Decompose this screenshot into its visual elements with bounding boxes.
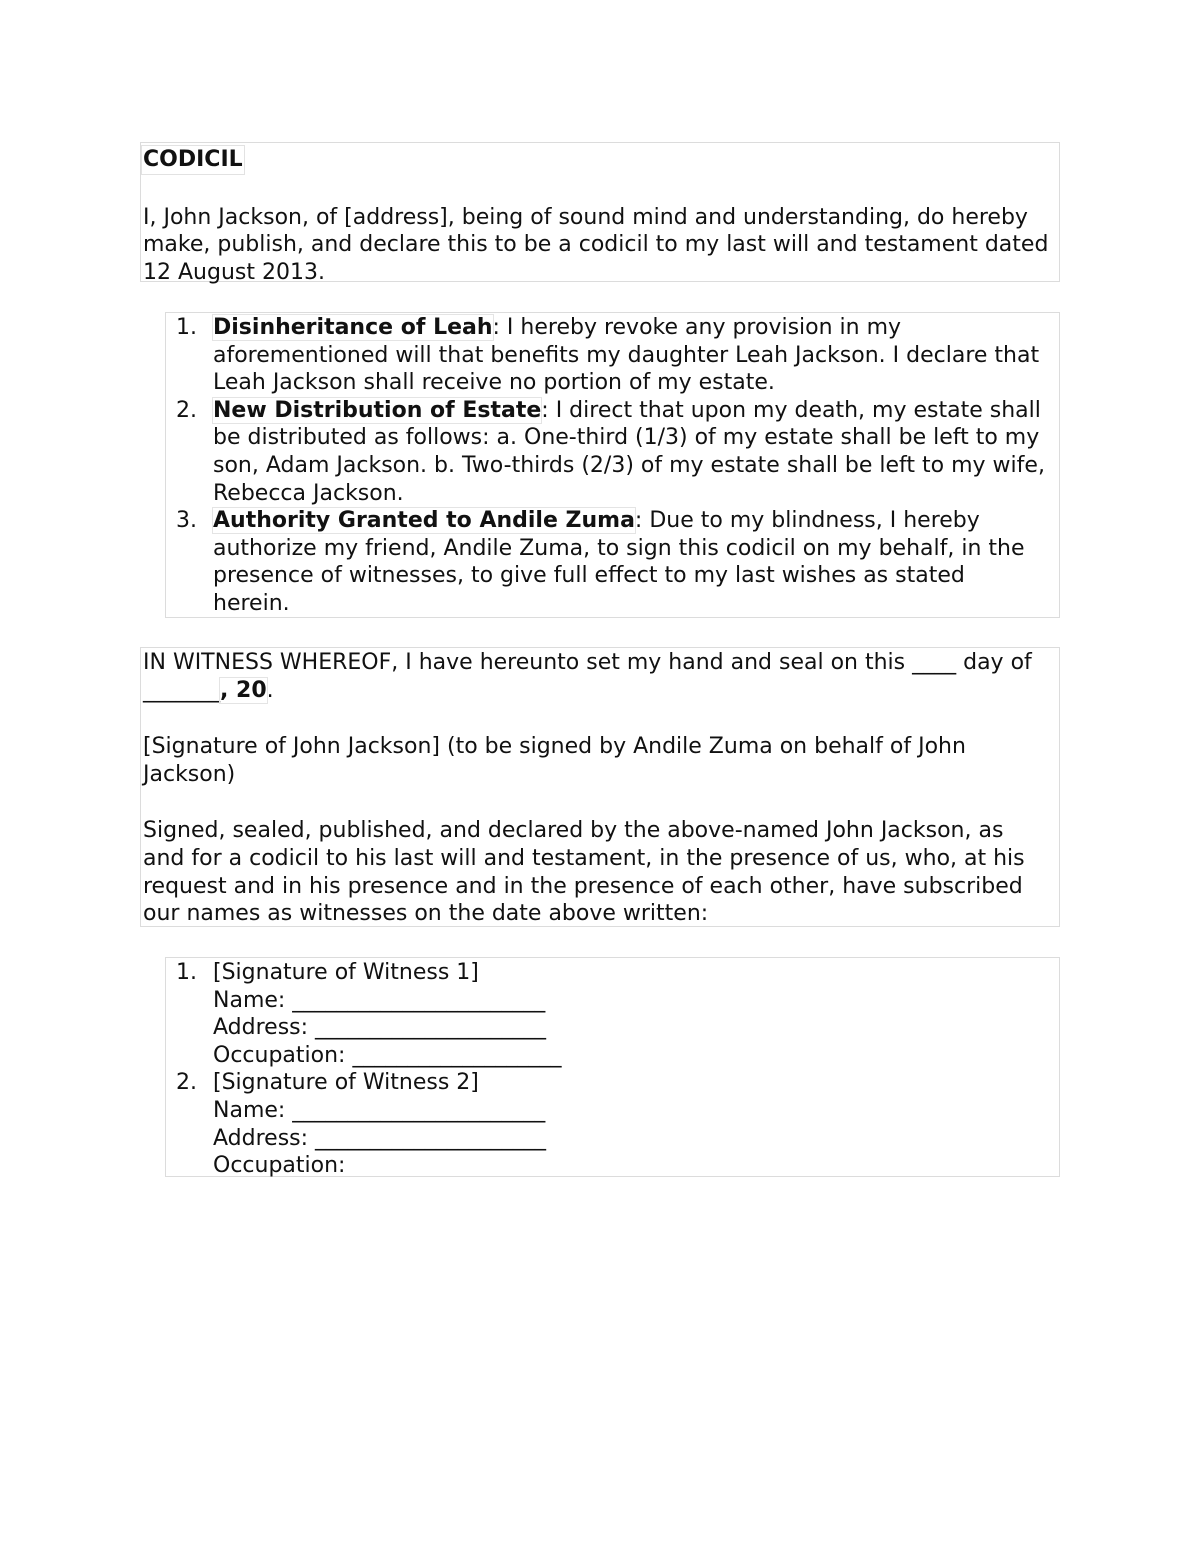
witness-occupation-field: Occupation: — [213, 1153, 346, 1179]
article-heading: New Distribution of Estate — [213, 397, 542, 423]
list-number: 2. — [176, 397, 197, 423]
article-text: : I direct that upon my death, my estate shall be distributed as follows: a. One-third (1/3) of my estate shall be left to my son, Adam Jackson. b. Two-thirds (2/3) of my estate shall be left to my wife, Rebecca Jackson. — [213, 397, 1045, 506]
article-text: : Due to my blindness, I hereby authorize my friend, Andile Zuma, to sign this codicil on my behalf, in the presence of witnesses, to give full effect to my last wishes as stated herein. — [213, 508, 1025, 616]
list-item — [166, 1069, 1051, 1179]
witness-address-field: Address: _____________________ — [213, 1015, 547, 1041]
articles-list — [166, 314, 1045, 618]
article-text: : I hereby revoke any provision in my aforementioned will that benefits my daughter Leah Jackson. I declare that Leah Jackson shall receive no portion of my estate. — [213, 315, 1040, 396]
attestation-clause: Signed, sealed, published, and declared by the above-named John Jackson, as and for a codicil to his last will and testament, in the presence of us, who, at his request and in his presence and in the presence of each other, have subscribed our names as witnesses on the date above written: — [143, 818, 1025, 927]
list-item — [166, 314, 1045, 397]
witness-occupation-field: Occupation: ___________________ — [213, 1042, 562, 1068]
witness-signature: [Signature of Witness 2] — [213, 1070, 479, 1096]
article-heading: Authority Granted to Andile Zuma — [213, 508, 635, 534]
attestation-section — [140, 647, 1060, 927]
list-number: 1. — [176, 960, 197, 985]
witness-name-field: Name: _______________________ — [213, 1097, 546, 1123]
articles-section — [165, 312, 1060, 618]
article-heading: Disinheritance of Leah — [213, 315, 493, 340]
witness-whereof-paragraph — [143, 649, 1051, 704]
witness-whereof-end: . — [266, 677, 274, 703]
intro-paragraph: I, John Jackson, of [address], being of sound mind and understanding, do hereby make, publish, and declare this to be a codicil to my last will and testament dated 12 August 2013. — [143, 204, 1049, 285]
witness-address-field: Address: _____________________ — [213, 1125, 547, 1151]
witness-whereof-text: IN WITNESS WHEREOF, I have hereunto set my hand and seal on this ____ day of _______ — [143, 650, 1032, 703]
witness-name-field: Name: _______________________ — [213, 987, 546, 1013]
list-item — [166, 397, 1045, 507]
list-item — [166, 507, 1045, 617]
signature-line: [Signature of John Jackson] (to be signed by Andile Zuma on behalf of John Jackson) — [143, 734, 966, 787]
intro-section — [140, 142, 1060, 285]
witness-list — [166, 959, 1051, 1180]
list-number: 3. — [176, 508, 197, 534]
witnesses-section — [165, 957, 1060, 1177]
year-field: , 20 — [220, 677, 267, 703]
list-number: 1. — [176, 315, 197, 340]
document-title: CODICIL — [141, 145, 245, 175]
witness-signature: [Signature of Witness 1] — [213, 960, 479, 985]
list-number: 2. — [176, 1070, 197, 1096]
list-item — [166, 959, 1051, 1069]
